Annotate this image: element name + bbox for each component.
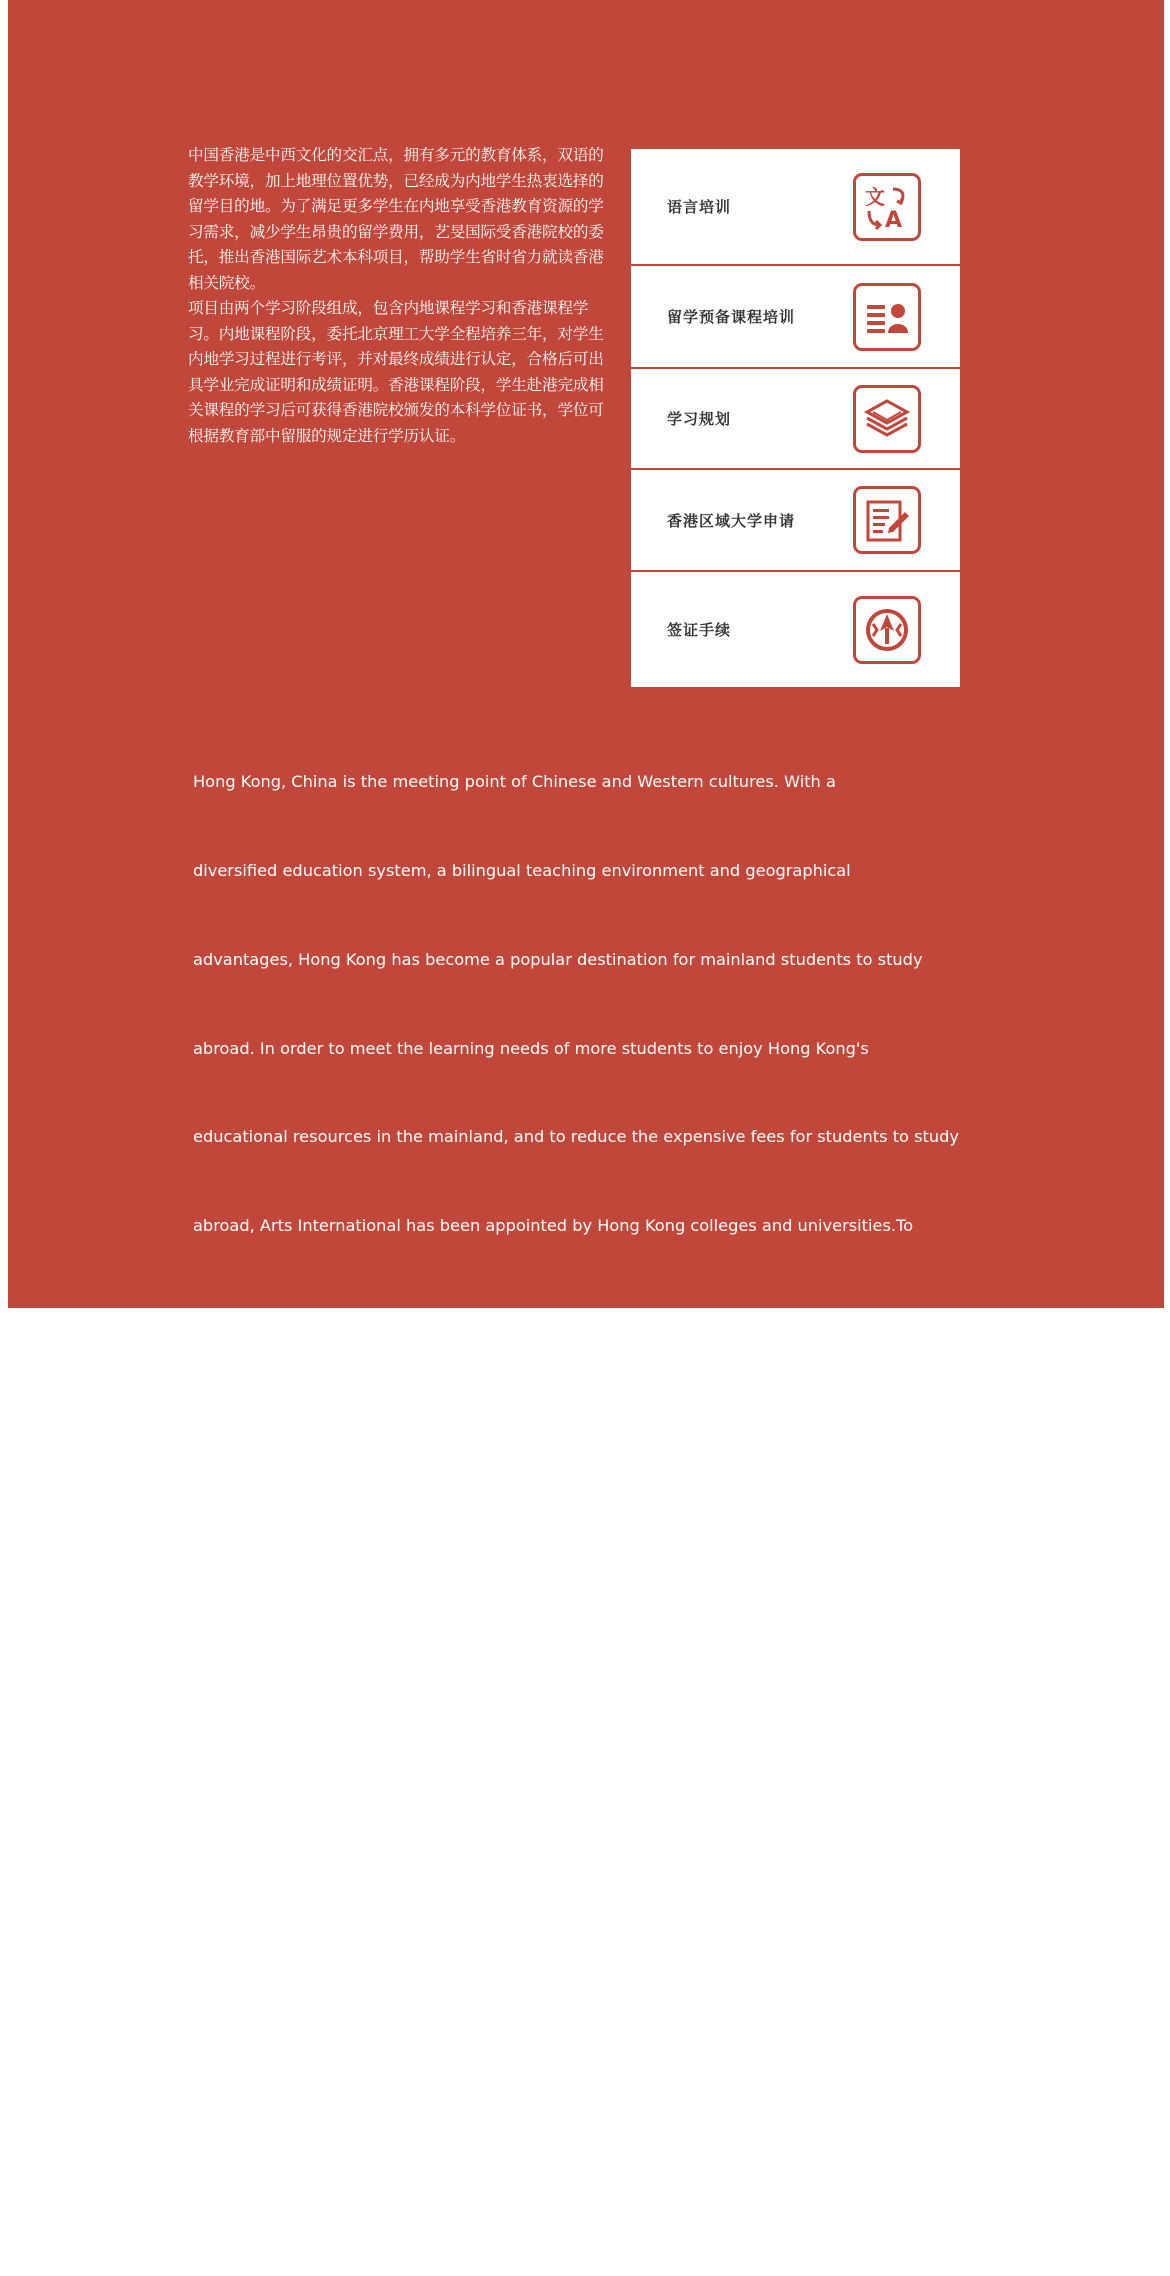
- english-line: Hong Kong, China is the meeting point of Chinese and Western cultures. With a: [193, 772, 836, 792]
- service-label: 签证手续: [667, 621, 732, 639]
- english-line: abroad, Arts International has been appointed by Hong Kong colleges and universities.To: [193, 1216, 914, 1236]
- english-line: completion and achievement can be issued after passing the qualification. At the stage of the: [193, 1837, 960, 1857]
- service-item-prep-course[interactable]: [631, 266, 960, 369]
- service-item-hk-university-application[interactable]: [631, 470, 960, 572]
- service-label: 学习规划: [667, 410, 732, 428]
- english-line: Hong Kong course, students come to Hong Kong to complete related courses.: [193, 1926, 823, 1946]
- edit-document-icon: [853, 486, 921, 554]
- service-item-visa-procedure[interactable]: [631, 572, 960, 687]
- english-line: The project consists of two learning stages, including mainland course study and Hong Kong: [193, 1482, 943, 1502]
- english-line: diversified education system, a bilingual teaching environment and geographical: [193, 860, 851, 880]
- svg-text:A: A: [885, 207, 903, 233]
- chinese-paragraph-2: 项目由两个学习阶段组成，包含内地课程学习和香港课程学习。内地课程阶段，委托北京理工大学全程培养三年，对学生内地学习过程进行考评，并对最终成绩进行认定，合格后可出具学业完成证明和成绩证明。香港课程阶段，学生赴港完成相关课程的学习后可获得香港院校颁发的本科学位证书，学位可根据教育部中留服的规定进行学历认证。: [188, 299, 604, 445]
- english-line: educational resources in the mainland, and to reduce the expensive fees for students to study: [193, 1127, 959, 1147]
- english-line: course study. In the mainland course stage, Beijing Institute of Technology will be entrusted: [193, 1571, 937, 1591]
- english-line: launch the Hong Kong International Art undergraduate Program to help students save time: [193, 1304, 931, 1324]
- compass-icon: [853, 596, 921, 664]
- svg-text:文: 文: [865, 184, 885, 209]
- english-line: After studying, Cheng can obtain an undergraduate degree certificate issued by a Hong Kong: [193, 2015, 950, 2035]
- translate-icon: [853, 173, 921, 241]
- english-line: and effort to study in relevant institutions in Hong Kong.: [193, 1393, 650, 1413]
- services-panel: [631, 149, 960, 687]
- page-background: [8, 0, 1164, 2212]
- service-label: 香港区域大学申请: [667, 511, 796, 530]
- chinese-introduction: [188, 143, 608, 449]
- english-line: abroad. In order to meet the learning needs of more students to enjoy Hong Kong's: [193, 1038, 869, 1058]
- service-label: 留学预备课程培训: [667, 308, 796, 326]
- english-line: Ministry of Education.Yes, academic certification.: [193, 2192, 591, 2212]
- english-line: process in the mainland and determine their final scores. Certificates of academic: [193, 1748, 859, 1768]
- english-introduction: [193, 708, 973, 2276]
- profile-card-icon: [853, 283, 921, 351]
- english-line: university, and the degree can be admitted in accordance with the requirements of the: [193, 2103, 902, 2123]
- service-item-study-planning[interactable]: [631, 369, 960, 470]
- service-label: 语言培训: [667, 198, 732, 216]
- chinese-paragraph-1: 中国香港是中西文化的交汇点，拥有多元的教育体系，双语的教学环境，加上地理位置优势，已经成为内地学生热衷选择的留学目的地。为了满足更多学生在内地享受香港教育资源的学习需求，减少学生昂贵的留学费用，艺旻国际受香港院校的委托，推出香港国际艺术本科项目，帮助学生省时省力就读香港相关院校。: [188, 146, 604, 292]
- layers-icon: [853, 385, 921, 453]
- service-item-language-training[interactable]: [631, 149, 960, 266]
- english-line: with the whole training for three years to evaluate the students' learning: [193, 1660, 785, 1679]
- english-line: advantages, Hong Kong has become a popular destination for mainland students to study: [193, 949, 923, 969]
